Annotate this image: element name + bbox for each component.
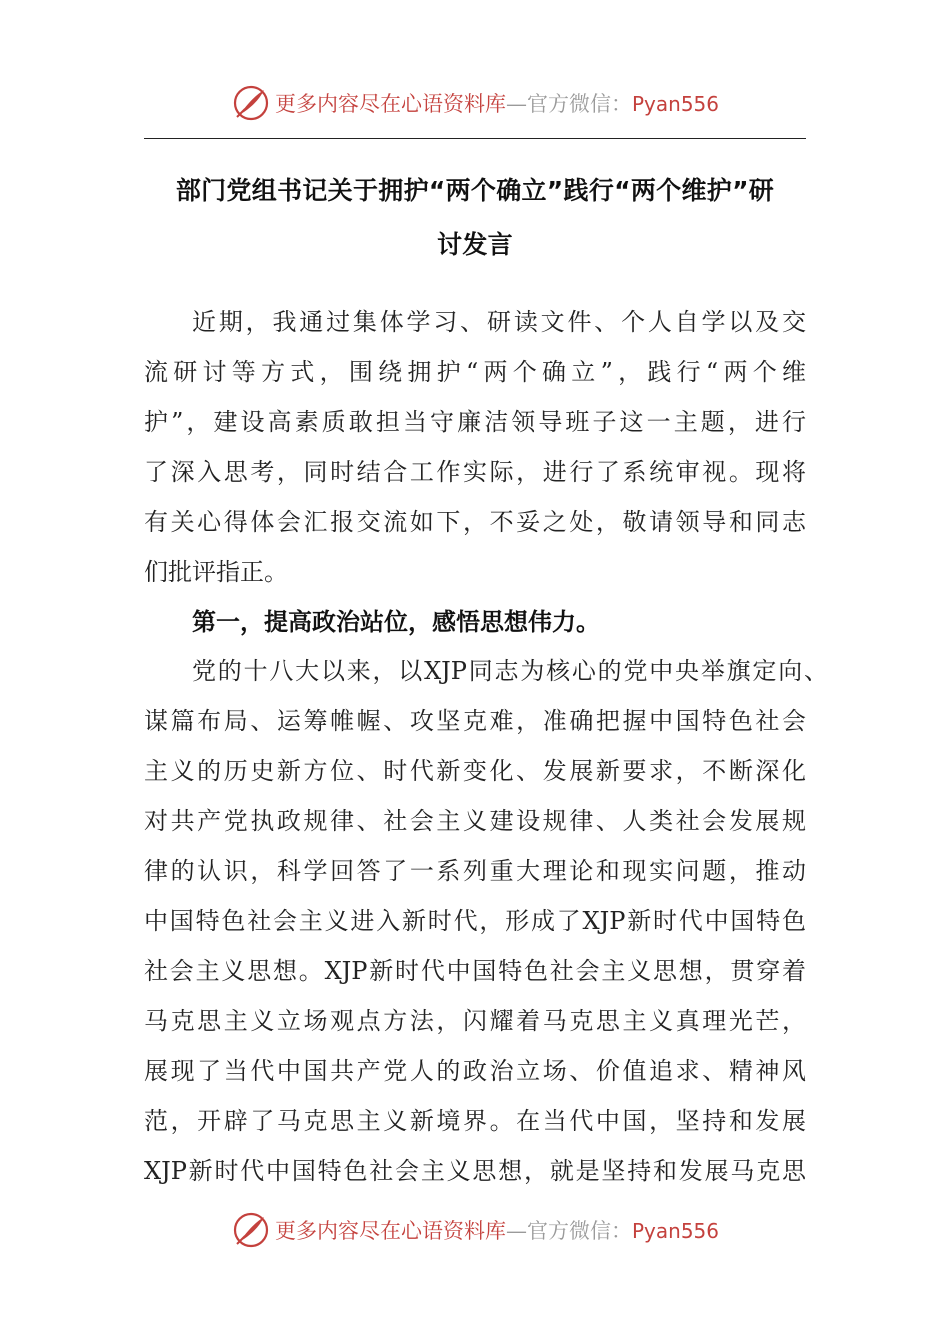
- text-line: 对共产党执政规律、社会主义建设规律、人类社会发展规: [144, 807, 806, 835]
- text-line: 社会主义思想。XJP新时代中国特色社会主义思想，贯穿着: [144, 957, 806, 985]
- watermark-text: 更多内容尽在心语资料库—官方微信：Pyan556: [274, 92, 719, 116]
- text-line: 流研讨等方式，围绕拥护“两个确立”，践行“两个维: [144, 358, 806, 386]
- text-line: 展现了当代中国共产党人的政治立场、价值追求、精神风: [144, 1057, 806, 1085]
- watermark-text: 更多内容尽在心语资料库—官方微信：Pyan556: [274, 1219, 719, 1243]
- text-line: XJP新时代中国特色社会主义思想，就是坚持和发展马克思: [144, 1157, 806, 1185]
- quill-logo-icon: [231, 1210, 271, 1250]
- paragraph-intro: [144, 297, 806, 597]
- title-line-1: 部门党组书记关于拥护“两个确立”践行“两个维护”研: [175, 176, 775, 205]
- text-line: 党的十八大以来，以XJP同志为核心的党中央举旗定向、: [192, 657, 828, 685]
- text-line: 主义的历史新方位、时代新变化、发展新要求，不断深化: [144, 757, 806, 785]
- text-line: 中国特色社会主义进入新时代，形成了XJP新时代中国特色: [144, 907, 806, 935]
- document-title: [144, 164, 806, 272]
- section-heading: 第一，提高政治站位，感悟思想伟力。: [192, 608, 600, 636]
- text-line: 范，开辟了马克思主义新境界。在当代中国，坚持和发展: [144, 1107, 806, 1135]
- title-line-2: 讨发言: [437, 230, 513, 259]
- text-line: 护”，建设高素质敢担当守廉洁领导班子这一主题，进行: [144, 408, 806, 436]
- text-line: 们批评指正。: [144, 558, 288, 586]
- text-line: 有关心得体会汇报交流如下，不妥之处，敬请领导和同志: [144, 508, 806, 536]
- text-line: 近期，我通过集体学习、研读文件、个人自学以及交: [192, 308, 806, 336]
- text-line: 了深入思考，同时结合工作实际，进行了系统审视。现将: [144, 458, 806, 486]
- text-line: 律的认识，科学回答了一系列重大理论和现实问题，推动: [144, 857, 806, 885]
- header-divider: [144, 138, 806, 139]
- section-heading-block: [144, 597, 806, 647]
- text-line: 谋篇布局、运筹帷幄、攻坚克难，准确把握中国特色社会: [144, 707, 806, 735]
- text-line: 马克思主义立场观点方法，闪耀着马克思主义真理光芒，: [144, 1007, 806, 1035]
- header-watermark: [0, 81, 950, 125]
- quill-logo-icon: [231, 83, 271, 123]
- footer-watermark: [0, 1208, 950, 1252]
- paragraph-body: [144, 646, 828, 1196]
